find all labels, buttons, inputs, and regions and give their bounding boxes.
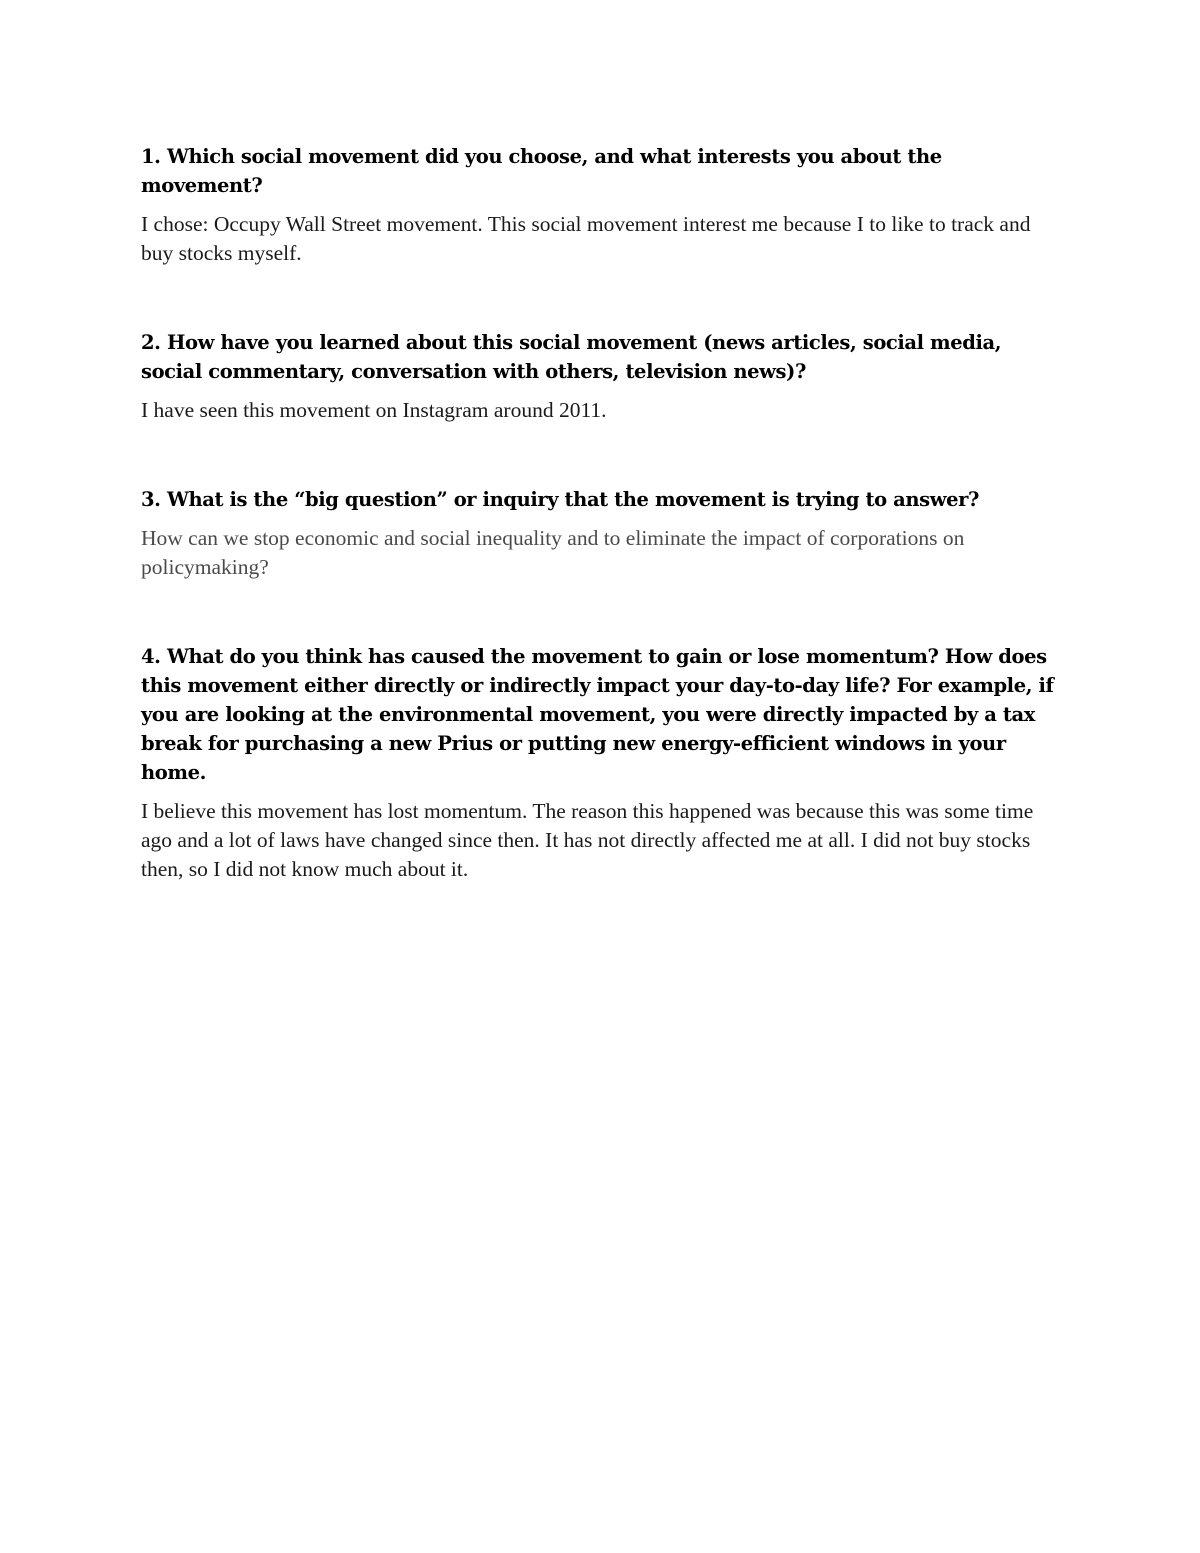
- question-block-2: [141, 328, 1061, 425]
- question-block-3: [141, 485, 1061, 582]
- document-body: [141, 142, 1061, 884]
- answer-2: I have seen this movement on Instagram around 2011.: [141, 398, 607, 422]
- answer-3: How can we stop economic and social inequality and to eliminate the impact of corporations on policymaking?: [141, 526, 965, 579]
- question-block-4: [141, 642, 1061, 884]
- answer-1: I chose: Occupy Wall Street movement. This social movement interest me because I to like to track and buy stocks myself.: [141, 212, 1031, 265]
- question-2: 2. How have you learned about this social movement (news articles, social media, social commentary, conversation with others, television news)?: [141, 331, 1002, 383]
- answer-4: I believe this movement has lost momentum. The reason this happened was because this was some time ago and a lot of laws have changed since then. It has not directly affected me at all. I did not buy stocks then, so I did not know much about it.: [141, 799, 1034, 881]
- question-1: 1. Which social movement did you choose, and what interests you about the movement?: [141, 145, 942, 197]
- question-block-1: [141, 142, 1061, 268]
- question-3: 3. What is the “big question” or inquiry that the movement is trying to answer?: [141, 488, 980, 511]
- question-4: 4. What do you think has caused the movement to gain or lose momentum? How does this movement either directly or indirectly impact your day-to-day life? For example, if you are looking at the environmental movement, you were directly impacted by a tax break for purchasing a new Prius or putting new energy-efficient windows in your home.: [141, 645, 1054, 784]
